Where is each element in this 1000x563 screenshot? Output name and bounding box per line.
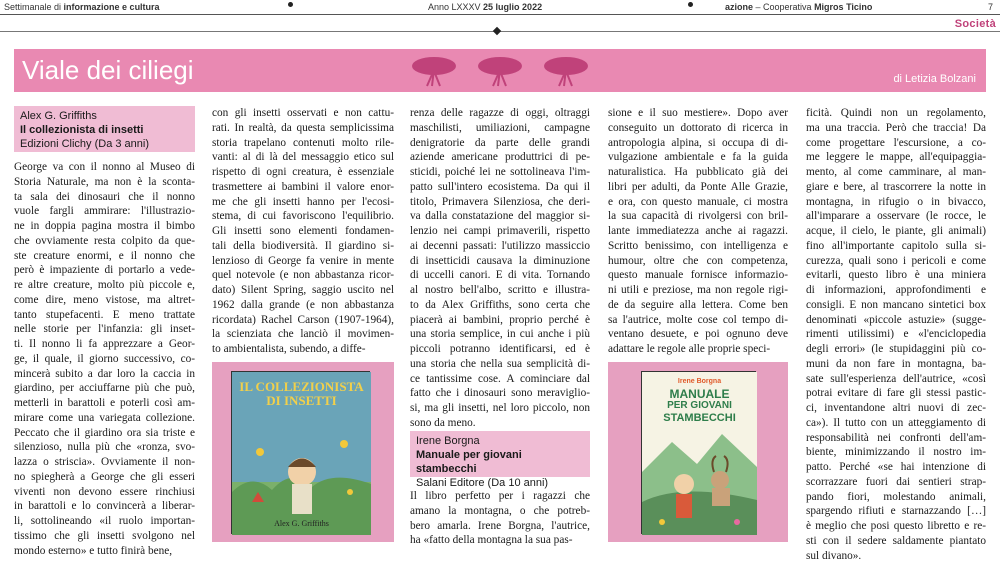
text-line: piacerà ai bambini, proprio perché è: [410, 313, 590, 328]
text-line: lazza o striscia». Ovviamente il non-: [14, 455, 195, 470]
text-line: Gli insetti sono elementi fondamen-: [212, 224, 394, 239]
text-line: ta sala dei dinosauri che il nonno: [14, 190, 195, 205]
text-line: questo manuale fornisce informazio-: [608, 268, 788, 283]
text-line: sul divano».: [806, 549, 986, 563]
text-line: mirare come una variegata collezione.: [14, 411, 195, 426]
text-line: to ambientalista, subendo, a diffe-: [212, 342, 394, 357]
text-line: muni da non fare in montagna, ba-: [806, 357, 986, 372]
text-line: George va con il nonno al Museo di: [14, 160, 195, 175]
text-line: vuole fargli ammirare: l'illustrazio-: [14, 204, 195, 219]
column-title: Viale dei ciliegi: [22, 55, 194, 86]
page-header: [0, 0, 1000, 14]
article-column-3: [410, 106, 590, 431]
text-line: lenzioso di George fa venire in mente: [212, 254, 394, 269]
cover-title-line-3: STAMBECCHI: [646, 412, 753, 424]
cover-title-line-2: PER GIOVANI: [646, 400, 753, 412]
text-line: fatto che i dinosauri sono meraviglio-: [410, 386, 590, 401]
text-line: stema, di cui favoriscono l'equilibrio.: [212, 209, 394, 224]
text-line: patto sull'intero ecosistema. Da qui il: [410, 180, 590, 195]
header-brand-azione: azione: [725, 2, 753, 12]
text-line: degli errori» (le stupidaggini più co-: [806, 342, 986, 357]
text-line: al nostro bell'albo, scritto e illustra-: [410, 283, 590, 298]
text-line: va dalla constatazione del maggior si-: [410, 209, 590, 224]
header-issue: [428, 2, 542, 12]
section-rule: [0, 31, 1000, 32]
header-brand: [725, 2, 872, 12]
article-column-4: [608, 106, 788, 357]
book-publisher: Edizioni Clichy (Da 3 anni): [20, 137, 189, 151]
book-publisher: Salani Editore (Da 10 anni): [416, 476, 584, 490]
header-rule: [0, 14, 1000, 15]
text-line: pando fiori, molestando animali,: [806, 490, 986, 505]
text-line: de da seguire alla lettera. Come ben: [608, 298, 788, 313]
text-line: giardino, per acciuffarne più che può,: [14, 381, 195, 396]
text-line: rimenti utilissimi) e «l'enciclopedia: [806, 327, 986, 342]
text-line: spargendo rifiuti e starnazzando […]: [806, 504, 986, 519]
text-line: me leggere le mappe, all'equipaggia-: [806, 150, 986, 165]
text-line: sione e il suo mestiere». Dopo aver: [608, 106, 788, 121]
text-line: nelle storie per l'infanzia: gli inset-: [14, 322, 195, 337]
article-column-2: [212, 106, 394, 357]
header-publication-bold: informazione e cultura: [64, 2, 160, 12]
text-line: Il libro perfetto per i ragazzi che: [410, 489, 590, 504]
section-label: Società: [955, 18, 996, 30]
header-brand-migros: Migros Ticino: [814, 2, 872, 12]
book-cover-image: [641, 371, 756, 534]
text-line: scorrazzare fuori dai sentieri strap-: [806, 475, 986, 490]
text-line: naturalistica. Ha pubblicato già dei: [608, 165, 788, 180]
text-line: me che gli insetti hanno per l'ecosi-: [212, 195, 394, 210]
book-cover-image: [231, 371, 370, 534]
text-line: li, sottolineando «il ruolo importan-: [14, 514, 195, 529]
text-line: re altre creature, molto più piccole e,: [14, 278, 195, 293]
text-line: maschilisti, umiliazioni, campagne: [410, 121, 590, 136]
text-line: che ovviamente resta colpito da que-: [14, 234, 195, 249]
text-line: si, ma gli insetti, nel loro piccolo, non: [410, 401, 590, 416]
text-line: la scienziata che lanciò il movimen-: [212, 327, 394, 342]
text-line: ha «fatto della montagna la sua pas-: [410, 533, 590, 548]
text-line: di informazioni, approfondimenti e: [806, 283, 986, 298]
cherry-tree-icon: [476, 55, 524, 87]
text-line: come dire, meno vistose, ma altret-: [14, 293, 195, 308]
text-line: con gli insetti osservati e non cattu-: [212, 106, 394, 121]
text-line: ficità. Quindi non un regolamento,: [806, 106, 986, 121]
text-line: acque, il cielo, le piante, gli animali): [806, 224, 986, 239]
text-line: ni utili e preziose, ma non regole rigi-: [608, 283, 788, 298]
text-line: fino all'importante capitolo sulla si-: [806, 239, 986, 254]
text-line: lenzio nei campi primaverili, rispetto: [410, 224, 590, 239]
cover-author: Irene Borgna: [646, 378, 753, 385]
text-line: ai decenni passati: l'utilizzo massiccio: [410, 239, 590, 254]
text-line: consigli. E non mancano sintetici box: [806, 298, 986, 313]
text-line: piccoli potranno identificarsi, ed è: [410, 342, 590, 357]
text-line: bero amarla. Irene Borgna, l'autrice,: [410, 519, 590, 534]
text-line: ma una traccia. Però che traccia! Da: [806, 121, 986, 136]
text-line: lante immediatezza anche ai ragazzi.: [608, 224, 788, 239]
text-line: però è impaziente di portarlo a vede-: [14, 263, 195, 278]
text-line: tanto stupefacenti. E meno trattate: [14, 308, 195, 323]
column-banner: [14, 49, 986, 92]
text-line: humour, oltre che con competenza,: [608, 254, 788, 269]
text-line: adattare le regole alle proprie speci-: [608, 342, 788, 357]
text-line: all'imparare a osservare (le rocce, le: [806, 209, 986, 224]
text-line: montagna, in rifugio o in bivacco,: [806, 195, 986, 210]
text-line: una storia semplice, in cui anche i più: [410, 327, 590, 342]
header-issue-prefix: Anno LXXXV: [428, 2, 483, 12]
article-column-5: [806, 106, 986, 563]
text-line: Scritto benissimo, con intelligenza e: [608, 239, 788, 254]
diamond-icon: [493, 27, 501, 35]
text-line: patto. Perché «se hai intenzione di: [806, 460, 986, 475]
header-issue-date: 25 luglio 2022: [483, 2, 542, 12]
text-line: ce tantissime cose. A cominciare dal: [410, 372, 590, 387]
text-line: di uccelli canori. E di vita. Tornando: [410, 268, 590, 283]
article-column-1: [14, 160, 195, 558]
text-line: Storia Naturale, ma non è la sconta-: [14, 175, 195, 190]
text-line: ca»). Il tutto con un atteggiamento di: [806, 416, 986, 431]
text-line: tissimo che gli insetti svolgono nel: [14, 529, 195, 544]
text-line: titolo, Primavera Silenziosa, che deri-: [410, 195, 590, 210]
text-line: ste creature enormi, e il nonno che: [14, 249, 195, 264]
text-line: curezza, quali sono i pericoli e come: [806, 254, 986, 269]
text-line: dato) Silent Spring, saggio uscito nel: [212, 283, 394, 298]
text-line: la sua capacità di rivolgersi con bril-: [608, 209, 788, 224]
text-line: trasmettere ai bambini il valore enor-: [212, 180, 394, 195]
text-line: ci, inventandone altri nuovi di zec-: [806, 401, 986, 416]
text-line: sate sull'esperienza dell'autrice, «così: [806, 372, 986, 387]
text-line: biente, minimizzando il nostro im-: [806, 445, 986, 460]
text-line: storia trapelano contenuti molto rile-: [212, 136, 394, 151]
cover-title: [646, 388, 753, 424]
text-line: tali della biodiversità. Il giardino si-: [212, 239, 394, 254]
book-title: Il collezionista di insetti: [20, 123, 189, 137]
book-author: Irene Borgna: [416, 434, 584, 448]
cover-author: Alex G. Griffiths: [236, 519, 367, 528]
header-brand-text: – Cooperativa: [753, 2, 814, 12]
text-line: metterli in barattoli e poterli così am-: [14, 396, 195, 411]
text-line: Peccato che il giardino ora sia triste e: [14, 426, 195, 441]
page-number: 7: [988, 2, 993, 12]
text-line: ricordata) Rachel Carson (1907-1964),: [212, 313, 394, 328]
text-line: e ora, con questo manuale, ci mostra: [608, 195, 788, 210]
book-info-box: [410, 431, 590, 477]
text-line: ne in doppia pagina mostra il bimbo: [14, 219, 195, 234]
text-line: evitarli, questo libro è una miniera: [806, 268, 986, 283]
text-line: antropologia alpina, si occupa di di-: [608, 136, 788, 151]
text-line: denigratorie da parte delle grandi: [410, 136, 590, 151]
text-line: sti con il sedere saldamente piantato: [806, 534, 986, 549]
text-line: aziende americane produttrici di pe-: [410, 150, 590, 165]
text-line: di insetticidi causava la diminuzione: [410, 254, 590, 269]
cherry-tree-icon: [542, 55, 590, 87]
column-byline: di Letizia Bolzani: [893, 73, 976, 85]
article-column-3-continued: [410, 489, 590, 548]
book-author: Alex G. Griffiths: [20, 109, 189, 123]
text-line: sono da meno.: [410, 416, 590, 431]
text-line: sa l'autrice, molte cose col tempo di-: [608, 313, 788, 328]
book-info-box: [14, 106, 195, 152]
text-line: rispetto di ogni creatura, è essenziale: [212, 165, 394, 180]
text-line: silenzioso, nulla più che «ronza, svo-: [14, 440, 195, 455]
text-line: amano la montagna, o che potreb-: [410, 504, 590, 519]
header-publication: [4, 2, 160, 12]
cherry-tree-icon: [410, 55, 458, 87]
text-line: potrai evitare di fare gli stessi pastic-: [806, 386, 986, 401]
text-line: vulgazione ambientale e fa la guida: [608, 150, 788, 165]
text-line: è meglio che posi questo libretto e re-: [806, 519, 986, 534]
text-line: ge, il quale, il giorno successivo, co-: [14, 352, 195, 367]
text-line: no spiegherà a George che gli esseri: [14, 470, 195, 485]
text-line: ti. Il nonno li fa apprezzare a Geor-: [14, 337, 195, 352]
text-line: in barattoli e lo convincerà a liberar-: [14, 499, 195, 514]
text-line: ventano desuete, e poi ognuno deve: [608, 327, 788, 342]
text-line: mento, al come camminare, al man-: [806, 165, 986, 180]
text-line: una storia che nella sua semplicità di-: [410, 357, 590, 372]
text-line: mondo esterno» e tutto finirà bene,: [14, 544, 195, 559]
cover-title-line-1: MANUALE: [646, 388, 753, 400]
text-line: libri per adulti, da Ponte Alle Grazie,: [608, 180, 788, 195]
text-line: to da Alex Griffiths, sono certa che: [410, 298, 590, 313]
header-publication-prefix: Settimanale di: [4, 2, 64, 12]
text-line: quel notevole (e non abbastanza ricor-: [212, 268, 394, 283]
text-line: 1962 dalla grande (e non abbastanza: [212, 298, 394, 313]
header-dot-icon: [688, 2, 693, 7]
cover-title: IL COLLEZIONISTA DI INSETTI: [236, 380, 367, 408]
text-line: denominati «piccole astuzie» (sugge-: [806, 313, 986, 328]
text-line: rati. In realtà, da questa semplicissima: [212, 121, 394, 136]
book-title: Manuale per giovani stambecchi: [416, 448, 584, 476]
book-cover-frame: [608, 362, 788, 542]
text-line: come progettare l'escursione, a co-: [806, 136, 986, 151]
text-line: mincerà subito a dar loro la caccia in: [14, 367, 195, 382]
book-cover-frame: [212, 362, 394, 542]
text-line: vanti: al di là del messaggio etico sul: [212, 150, 394, 165]
text-line: giare e bere, al trascorrere la notte in: [806, 180, 986, 195]
text-line: viventi non devono essere rinchiusi: [14, 485, 195, 500]
text-line: sticidi, poiché lei ne sottolineava l'im-: [410, 165, 590, 180]
header-dot-icon: [288, 2, 293, 7]
text-line: responsabilità nei confronti dell'am-: [806, 431, 986, 446]
text-line: renza delle ragazze di oggi, oltraggi: [410, 106, 590, 121]
text-line: conseguito un dottorato di ricerca in: [608, 121, 788, 136]
